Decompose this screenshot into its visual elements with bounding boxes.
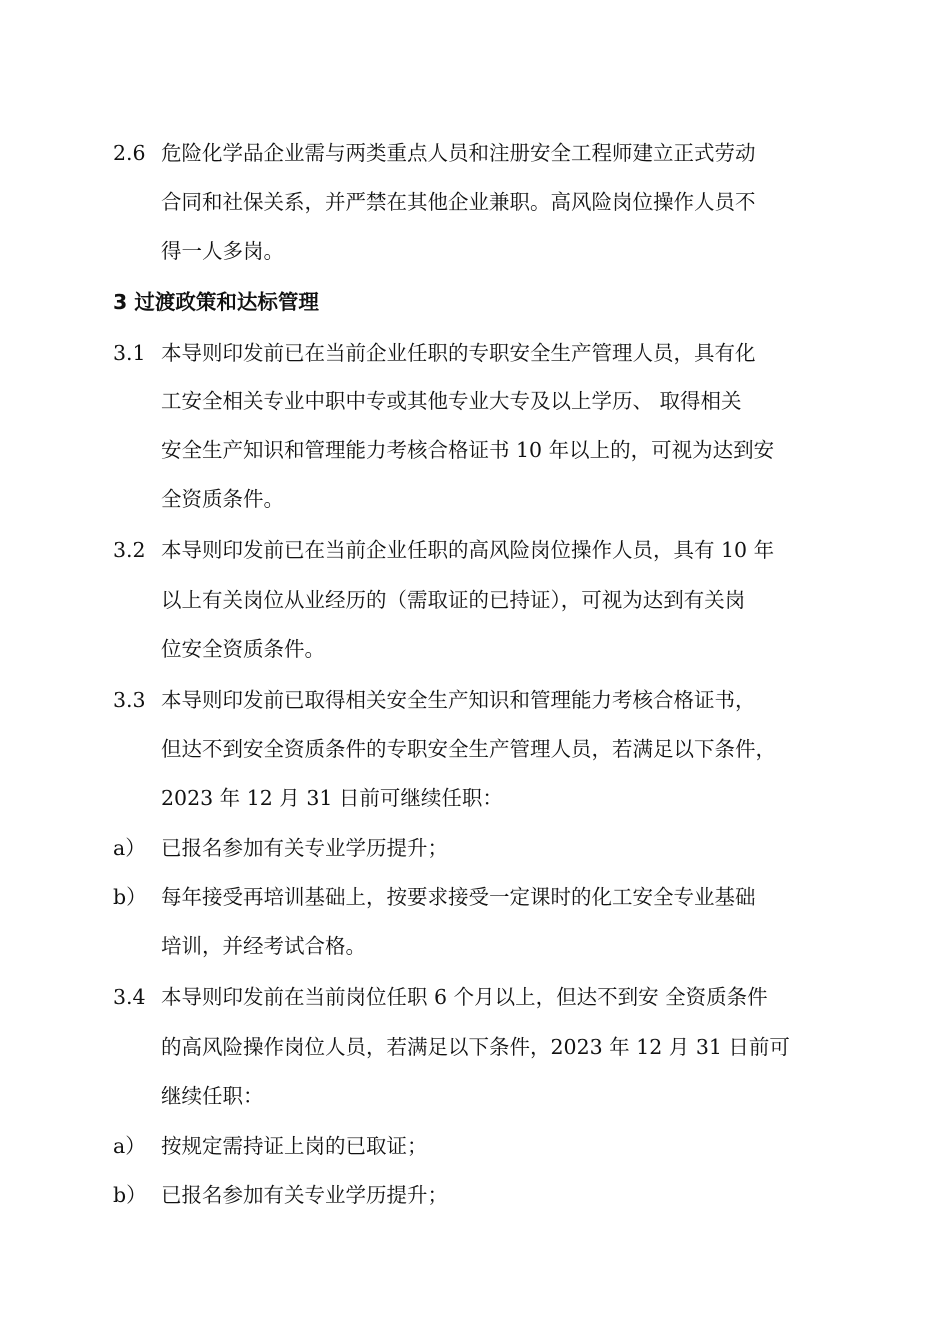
clause-3-2-line-2 — [0, 575, 950, 625]
list-item-label: b） — [113, 1183, 147, 1207]
clause-2-6-line-2 — [0, 177, 950, 227]
clause-3-3-line-2 — [0, 724, 950, 774]
clause-3-4-item-b — [0, 1170, 950, 1220]
clause-3-4-line-2 — [0, 1022, 950, 1072]
clause-text: 本导则印发前在当前岗位任职 6 个月以上，但达不到安 全资质条件 — [161, 985, 768, 1009]
clause-3-1-line-2 — [0, 376, 950, 426]
clause-text: 得一人多岗。 — [161, 239, 284, 263]
clause-text: 的高风险操作岗位人员，若满足以下条件，2023 年 12 月 31 日前可 — [161, 1035, 790, 1059]
clause-2-6-line-1 — [0, 128, 950, 178]
list-item-text: 已报名参加有关专业学历提升； — [161, 1183, 448, 1207]
list-item-label: b） — [113, 885, 147, 909]
clause-3-1-line-1 — [0, 328, 950, 378]
clause-3-4-item-a — [0, 1121, 950, 1171]
clause-text: 继续任职： — [161, 1084, 264, 1108]
list-item-text: 培训，并经考试合格。 — [161, 934, 366, 958]
list-item-text: 每年接受再培训基础上，按要求接受一定课时的化工安全专业基础 — [161, 885, 756, 909]
clause-text: 2023 年 12 月 31 日前可继续任职： — [161, 786, 503, 810]
clause-3-1-line-3 — [0, 425, 950, 475]
list-item-label: a） — [113, 1134, 146, 1158]
clause-3-4-line-3 — [0, 1071, 950, 1121]
clause-text: 但达不到安全资质条件的专职安全生产管理人员，若满足以下条件， — [161, 737, 776, 761]
section-3-heading — [0, 277, 950, 327]
clause-text: 全资质条件。 — [161, 487, 284, 511]
list-item-label: a） — [113, 836, 146, 860]
clause-3-3-line-3 — [0, 773, 950, 823]
clause-number: 2.6 — [113, 141, 146, 165]
clause-3-3-item-b-line-1 — [0, 872, 950, 922]
clause-text: 位安全资质条件。 — [161, 637, 325, 661]
list-item-text: 已报名参加有关专业学历提升； — [161, 836, 448, 860]
clause-text: 以上有关岗位从业经历的（需取证的已持证），可视为达到有关岗 — [161, 588, 746, 612]
clause-text: 本导则印发前已在当前企业任职的专职安全生产管理人员，具有化 — [161, 341, 756, 365]
clause-text: 危险化学品企业需与两类重点人员和注册安全工程师建立正式劳动 — [161, 141, 756, 165]
clause-text: 工安全相关专业中职中专或其他专业大专及以上学历、 取得相关 — [161, 389, 742, 413]
clause-text: 本导则印发前已取得相关安全生产知识和管理能力考核合格证书， — [161, 688, 756, 712]
clause-number: 3.3 — [113, 688, 146, 712]
clause-text: 安全生产知识和管理能力考核合格证书 10 年以上的，可视为达到安 — [161, 438, 775, 462]
clause-3-3-line-1 — [0, 675, 950, 725]
clause-3-3-item-a — [0, 823, 950, 873]
clause-number: 3.2 — [113, 538, 146, 562]
clause-number: 3.1 — [113, 341, 146, 365]
clause-2-6-line-3 — [0, 226, 950, 276]
clause-text: 合同和社保关系，并严禁在其他企业兼职。高风险岗位操作人员不 — [161, 190, 756, 214]
clause-3-2-line-3 — [0, 624, 950, 674]
list-item-text: 按规定需持证上岗的已取证； — [161, 1134, 428, 1158]
clause-text: 本导则印发前已在当前企业任职的高风险岗位操作人员，具有 10 年 — [161, 538, 775, 562]
clause-3-2-line-1 — [0, 525, 950, 575]
clause-3-4-line-1 — [0, 972, 950, 1022]
section-heading: 3 过渡政策和达标管理 — [113, 290, 319, 314]
clause-3-3-item-b-line-2 — [0, 921, 950, 971]
clause-number: 3.4 — [113, 985, 146, 1009]
clause-3-1-line-4 — [0, 474, 950, 524]
